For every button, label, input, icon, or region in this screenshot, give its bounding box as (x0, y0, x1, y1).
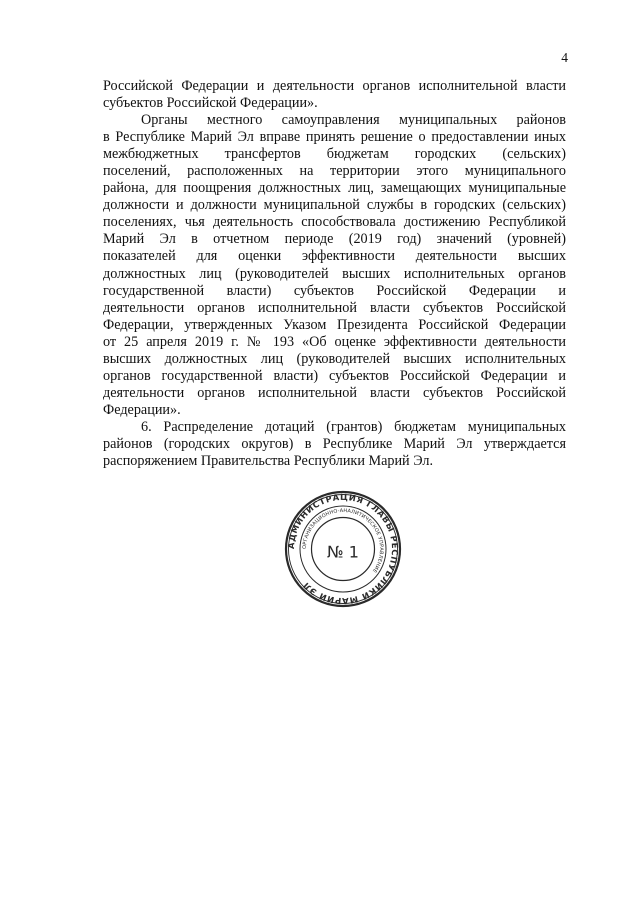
text-line: распоряжением Правительства Республики Марий Эл. (103, 453, 434, 470)
text-line: субъектов Российской Федерации». (103, 95, 318, 112)
text-line: должностных лиц (руководителей высших исполнительных органов (103, 265, 566, 282)
text-line: Федерации, утвержденных Указом Президента Российской Федерации (103, 316, 566, 333)
text-line: Федерации». (103, 401, 181, 418)
paragraph-local-governments (103, 112, 566, 419)
text-line: деятельности органов исполнительной власти субъектов Российской (103, 299, 566, 316)
text-line: должности и должности муниципальной службы в городских (сельских) (103, 197, 566, 214)
text-line: государственной власти) субъектов Российской Федерации и (103, 282, 566, 299)
page-number: 4 (561, 50, 568, 65)
text-line: высших должностных лиц (руководителей высших исполнительных (103, 350, 566, 367)
seal-outer-text: АДМИНИСТРАЦИЯ ГЛАВЫ РЕСПУБЛИКИ МАРИЙ ЭЛ (285, 491, 401, 607)
seal-graphic (283, 489, 403, 609)
paragraph-item-6 (103, 419, 566, 470)
text-line: поселений, расположенных на территории этого муниципального (103, 163, 566, 180)
text-line: деятельности органов исполнительной власти субъектов Российской (103, 384, 566, 401)
text-line: поселениях, чья деятельность способствовала достижению Республикой (103, 214, 566, 231)
text-line: органов государственной власти) субъектов Российской Федерации и (103, 367, 566, 384)
seal-inner-text: ОРГАНИЗАЦИОННО-АНАЛИТИЧЕСКОЕ УПРАВЛЕНИЕ (301, 507, 385, 574)
text-line: межбюджетных трансфертов бюджетам городских (сельских) (103, 146, 566, 163)
text-line: от 25 апреля 2019 г. № 193 «Об оценке эффективности деятельности (103, 333, 566, 350)
text-line: районов (городских округов) в Республике Марий Эл утверждается (103, 435, 566, 452)
text-line: Органы местного самоуправления муниципальных районов (141, 112, 566, 129)
text-line: показателей для оценки эффективности деятельности высших (103, 248, 566, 265)
text-line: в Республике Марий Эл вправе принять решение о предоставлении иных (103, 129, 566, 146)
text-line: Марий Эл в отчетном периоде (2019 год) значений (уровней) (103, 231, 566, 248)
official-seal-stamp (283, 489, 403, 609)
text-line: Российской Федерации и деятельности органов исполнительной власти (103, 78, 566, 94)
text-line: 6. Распределение дотаций (грантов) бюджетам муниципальных (141, 418, 566, 435)
text-line: района, для поощрения должностных лиц, замещающих муниципальные (103, 180, 566, 197)
document-body (103, 78, 566, 470)
paragraph-continuation (103, 78, 566, 112)
seal-number-text: № 1 (327, 542, 359, 562)
